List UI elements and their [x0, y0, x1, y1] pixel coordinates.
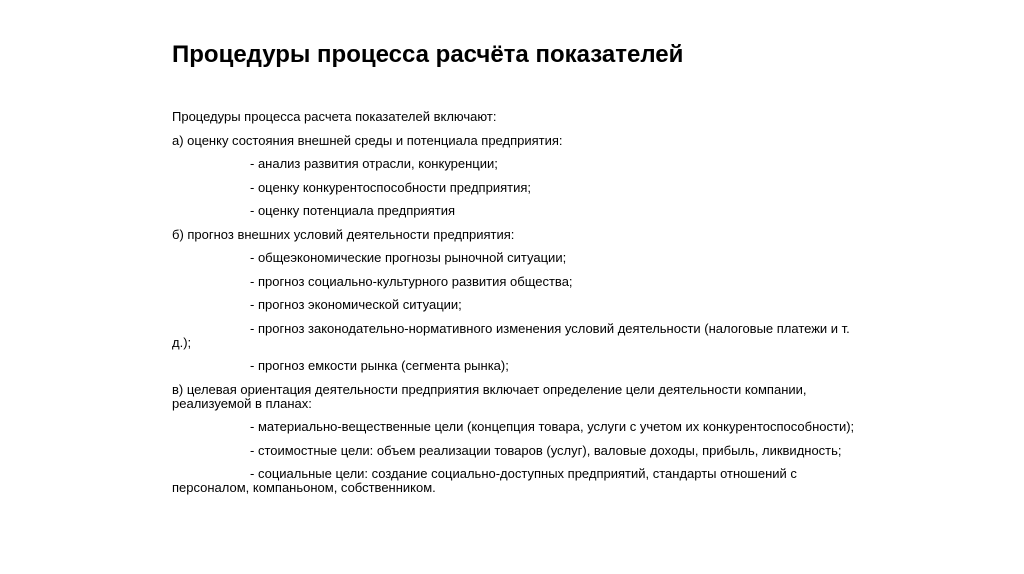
paragraph-line: в) целевая ориентация деятельности предприятия включает определение цели деятельности компании, реализуемой в планах:: [172, 381, 807, 411]
slide-body: [172, 110, 872, 505]
bullet-line: - стоимостные цели: объем реализации товаров (услуг), валовые доходы, прибыль, ликвидность;: [250, 442, 842, 458]
bullet-line: - оценку конкурентоспособности предприятия;: [250, 179, 531, 195]
bullet-line: - анализ развития отрасли, конкуренции;: [250, 156, 498, 171]
paragraph-line: Процедуры процесса расчета показателей включают:: [172, 109, 497, 124]
bullet-line: - прогноз емкости рынка (сегмента рынка);: [250, 358, 509, 373]
bullet-line: - оценку потенциала предприятия: [250, 203, 456, 218]
bullet-line: - общеэкономические прогнозы рыночной ситуации;: [250, 250, 567, 265]
bullet-line: - материально-вещественные цели (концепция товара, услуги с учетом их конкурентоспособности);: [250, 419, 855, 434]
paragraph-line: а) оценку состояния внешней среды и потенциала предприятия:: [172, 132, 563, 148]
paragraph-line: б) прогноз внешних условий деятельности предприятия:: [172, 226, 515, 242]
slide-title: Процедуры процесса расчёта показателей: [172, 41, 684, 68]
bullet-line: - прогноз экономической ситуации;: [250, 297, 462, 312]
bullet-line: - прогноз социально-культурного развития общества;: [250, 273, 573, 289]
bullet-line: - прогноз законодательно-нормативного изменения условий деятельности (налоговые платежи и т. д.);: [172, 320, 850, 350]
bullet-line: - социальные цели: создание социально-доступных предприятий, стандарты отношений с персоналом, компаньоном, собственником.: [172, 466, 797, 495]
